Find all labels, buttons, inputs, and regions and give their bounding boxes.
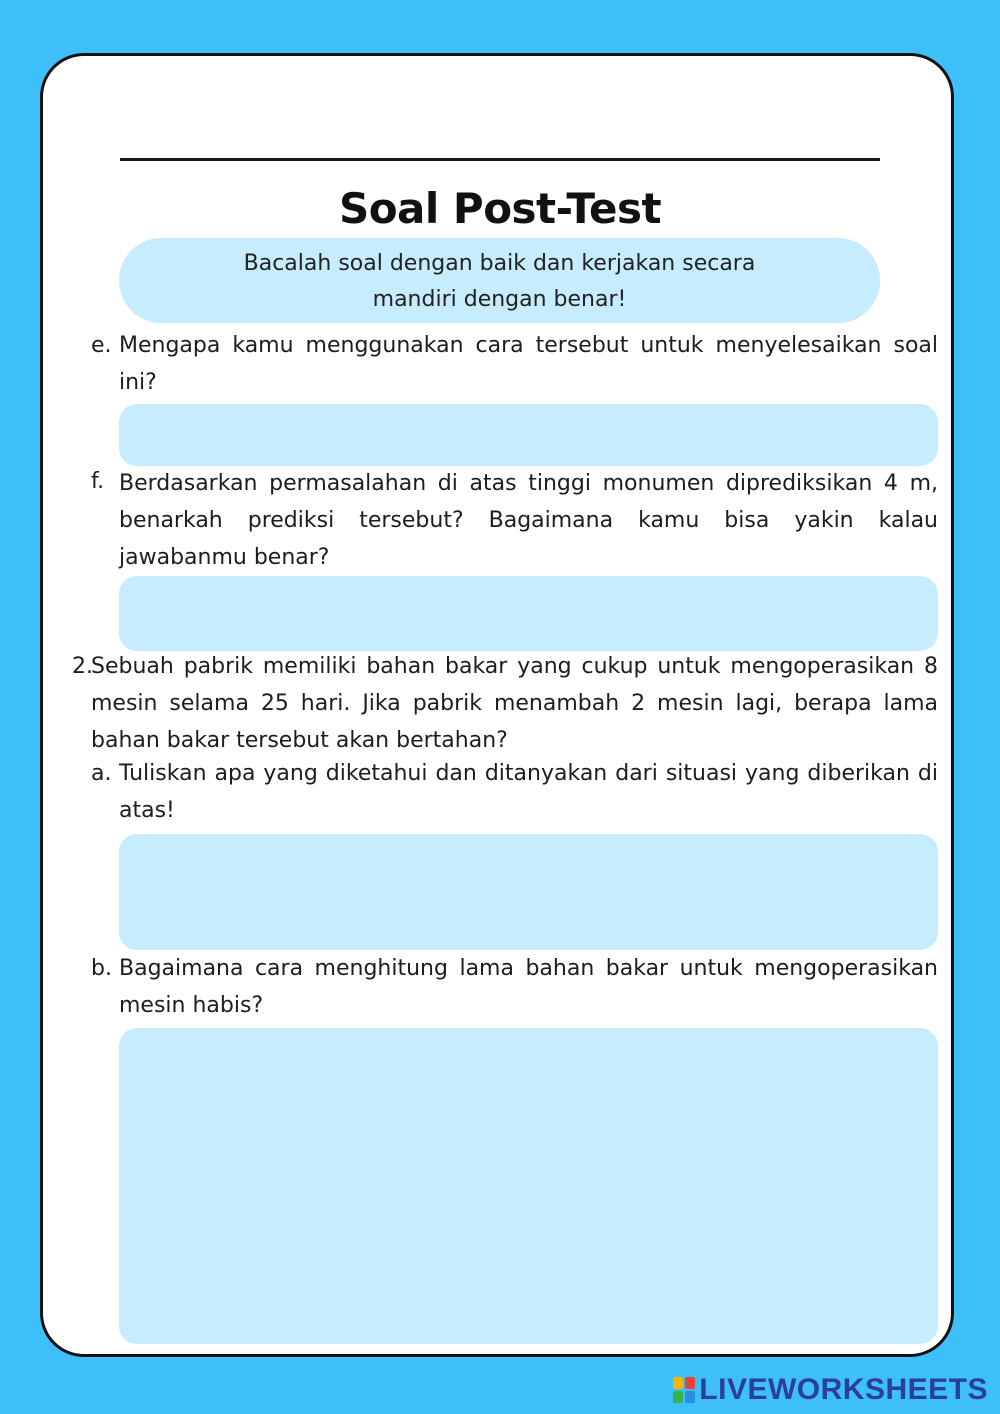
question-b-text: Bagaimana cara menghitung lama bahan bakar untuk mengoperasikan mesin habis? (119, 956, 938, 1018)
answer-box-a[interactable] (119, 834, 938, 950)
question-b (91, 950, 938, 1024)
question-f-text: Berdasarkan permasalahan di atas tinggi monumen diprediksikan 4 m, benarkah prediksi tersebut? Bagaimana kamu bisa yakin kalau jawabanmu benar? (119, 471, 938, 570)
question-f-label: f. (91, 469, 105, 494)
question-a-label: a. (91, 761, 112, 786)
question-e-text: Mengapa kamu menggunakan cara tersebut untuk menyelesaikan soal ini? (119, 333, 938, 395)
instruction-banner: Bacalah soal dengan baik dan kerjakan secara mandiri dengan benar! (119, 238, 880, 323)
brand-watermark (673, 1370, 988, 1410)
liveworksheets-logo-icon (673, 1377, 695, 1403)
answer-box-e[interactable] (119, 404, 938, 466)
top-divider (120, 158, 880, 161)
question-2-text: Sebuah pabrik memiliki bahan bakar yang cukup untuk mengoperasikan 8 mesin selama 25 hari. Jika pabrik menambah 2 mesin lagi, berapa lama bahan bakar tersebut akan bertahan? (91, 654, 938, 753)
question-e-label: e. (91, 333, 112, 358)
brand-name: LIVEWORKSHEETS (699, 1373, 988, 1406)
answer-box-f[interactable] (119, 576, 938, 651)
question-b-label: b. (91, 956, 112, 981)
question-2 (72, 648, 938, 759)
question-f (91, 465, 938, 576)
page-title: Soal Post-Test (338, 184, 662, 233)
question-a-text: Tuliskan apa yang diketahui dan ditanyakan dari situasi yang diberikan di atas! (119, 761, 938, 823)
question-a (91, 755, 938, 829)
answer-box-b[interactable] (119, 1028, 938, 1344)
question-e (91, 327, 938, 401)
question-2-label: 2. (72, 654, 93, 679)
